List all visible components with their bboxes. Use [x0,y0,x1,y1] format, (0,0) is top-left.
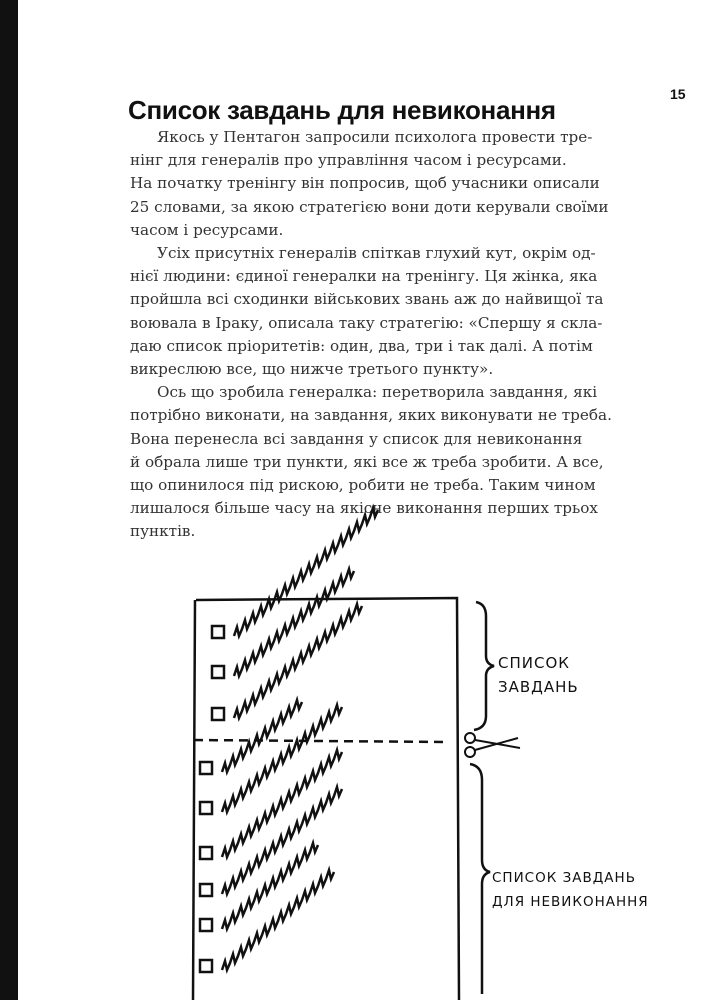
text-line: й обрала лише три пункти, які все ж треба зробити. А все, [130,452,604,471]
label-todo-line1: СПИСОК [498,654,570,672]
page-number: 15 [670,86,686,102]
checkbox-icon [200,884,212,896]
label-todo-line2: ЗАВДАНЬ [498,678,579,696]
text-line: Вона перенесла всі завдання у список для невиконання [130,429,583,448]
text-line: потрібно виконати, на завдання, яких виконувати не треба. [130,406,612,425]
checkbox-icon [200,847,212,859]
scribbled-task [222,700,302,772]
text-line: На початку тренінгу він попросив, щоб учасники описали [130,174,600,193]
text-line: пунктів. [130,522,196,541]
text-line: воювала в Іраку, описала таку стратегію: «Спершу я скла- [130,313,603,332]
brace-icon [474,602,494,730]
scribbled-task [222,870,334,970]
text-line: лишалося більше часу на якісне виконання перших трьох [130,499,598,518]
text-line: пройшла всі сходинки військових звань аж до найвищої та [130,290,604,309]
text-line: що опинилося під рискою, робити не треба. Таким чином [130,476,596,495]
brace-icon [470,764,490,994]
checkbox-icon [212,666,224,678]
text-line: даю список пріоритетів: один, два, три і так далі. А потім [130,336,593,355]
text-line: 25 словами, за якою стратегією вони доти керували своїми [130,197,609,216]
checkbox-icon [212,708,224,720]
text-line: часом і ресурсами. [130,220,284,239]
text-line: Усіх присутніх генералів спіткав глухий кут, окрім од- [157,244,596,263]
checkbox-icon [200,919,212,931]
text-line: нієї людини: єдиної генералки на тренінгу. Ця жінка, яка [130,267,598,286]
text-line: Ось що зробила генералка: перетворила завдання, які [157,383,598,402]
text-line: Якось у Пентагон запросили психолога провести тре- [157,128,593,146]
label-not-todo-line1: СПИСОК ЗАВДАНЬ [492,870,636,886]
text-line: нінг для генералів про управління часом і ресурсами. [130,151,567,170]
cut-line [194,740,445,742]
checkbox-icon [200,762,212,774]
section-title: Список завдань для невиконання [128,95,556,125]
label-not-todo-line2: ДЛЯ НЕВИКОНАННЯ [492,894,649,910]
checkbox-icon [212,626,224,638]
checkbox-icon [200,960,212,972]
scribbled-task [234,508,378,636]
text-line: викреслюю все, що нижче третього пункту». [130,360,494,379]
scissors-icon [465,733,520,757]
checkbox-icon [200,802,212,814]
